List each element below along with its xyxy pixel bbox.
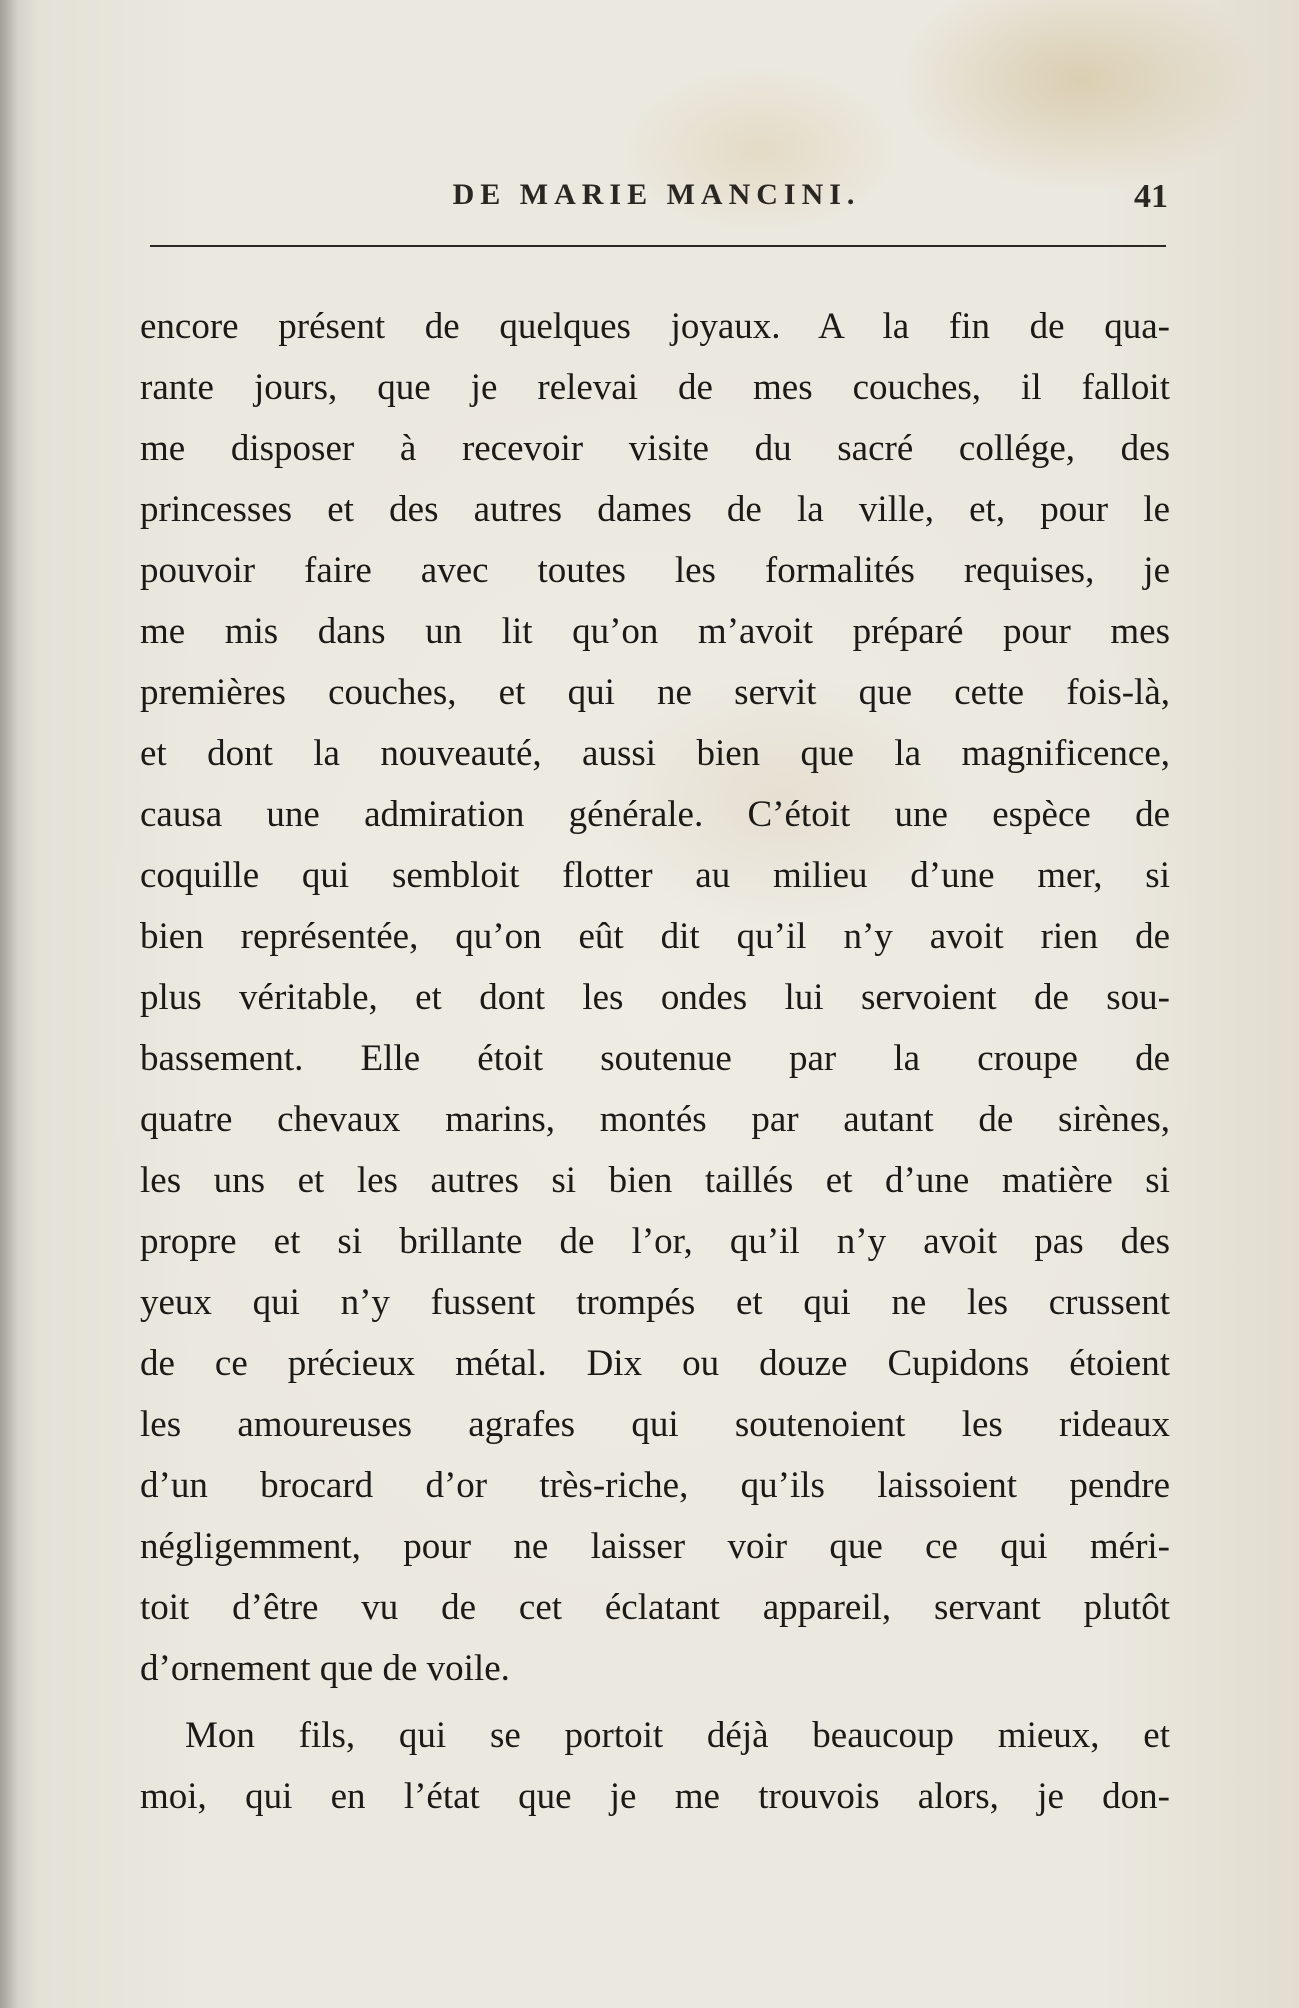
text-line: d’ornement que de voile. (140, 1648, 510, 1689)
paragraph-1 (140, 296, 1170, 1699)
text-line: bassement. Elle étoit soutenue par la croupe de (140, 1038, 1170, 1079)
text-line: me disposer à recevoir visite du sacré collége, des (140, 428, 1170, 469)
page-gutter-shadow (0, 0, 18, 2008)
text-line: yeux qui n’y fussent trompés et qui ne les crussent (140, 1282, 1170, 1323)
text-line: pouvoir faire avec toutes les formalités requises, je (140, 550, 1170, 591)
text-line: me mis dans un lit qu’on m’avoit préparé pour mes (140, 611, 1170, 652)
body-text (140, 296, 1170, 1827)
text-line: rante jours, que je relevai de mes couches, il falloit (140, 367, 1170, 408)
text-line: quatre chevaux marins, montés par autant de sirènes, (140, 1099, 1170, 1140)
text-line: bien représentée, qu’on eût dit qu’il n’y avoit rien de (140, 916, 1170, 957)
text-line: princesses et des autres dames de la ville, et, pour le (140, 489, 1170, 530)
text-line: coquille qui sembloit flotter au milieu d’une mer, si (140, 855, 1170, 896)
paragraph-2 (140, 1705, 1170, 1827)
header-rule (150, 245, 1166, 247)
text-line: d’un brocard d’or très-riche, qu’ils laissoient pendre (140, 1465, 1170, 1506)
text-line: les uns et les autres si bien taillés et d’une matière si (140, 1160, 1170, 1201)
text-line: encore présent de quelques joyaux. A la fin de qua- (140, 306, 1170, 347)
text-line: moi, qui en l’état que je me trouvois alors, je don- (140, 1776, 1170, 1817)
page-header (145, 178, 1168, 228)
text-line: causa une admiration générale. C’étoit une espèce de (140, 794, 1170, 835)
text-line: plus véritable, et dont les ondes lui servoient de sou- (140, 977, 1170, 1018)
text-line: Mon fils, qui se portoit déjà beaucoup mieux, et (185, 1715, 1170, 1756)
text-line: toit d’être vu de cet éclatant appareil, servant plutôt (140, 1587, 1170, 1628)
text-line: premières couches, et qui ne servit que cette fois-là, (140, 672, 1170, 713)
text-line: propre et si brillante de l’or, qu’il n’y avoit pas des (140, 1221, 1170, 1262)
text-line: et dont la nouveauté, aussi bien que la magnificence, (140, 733, 1170, 774)
text-line: négligemment, pour ne laisser voir que ce qui méri- (140, 1526, 1170, 1567)
text-line: les amoureuses agrafes qui soutenoient les rideaux (140, 1404, 1170, 1445)
text-line: de ce précieux métal. Dix ou douze Cupidons étoient (140, 1343, 1170, 1384)
running-title: DE MARIE MANCINI. (452, 178, 861, 211)
page-number: 41 (1134, 178, 1168, 215)
